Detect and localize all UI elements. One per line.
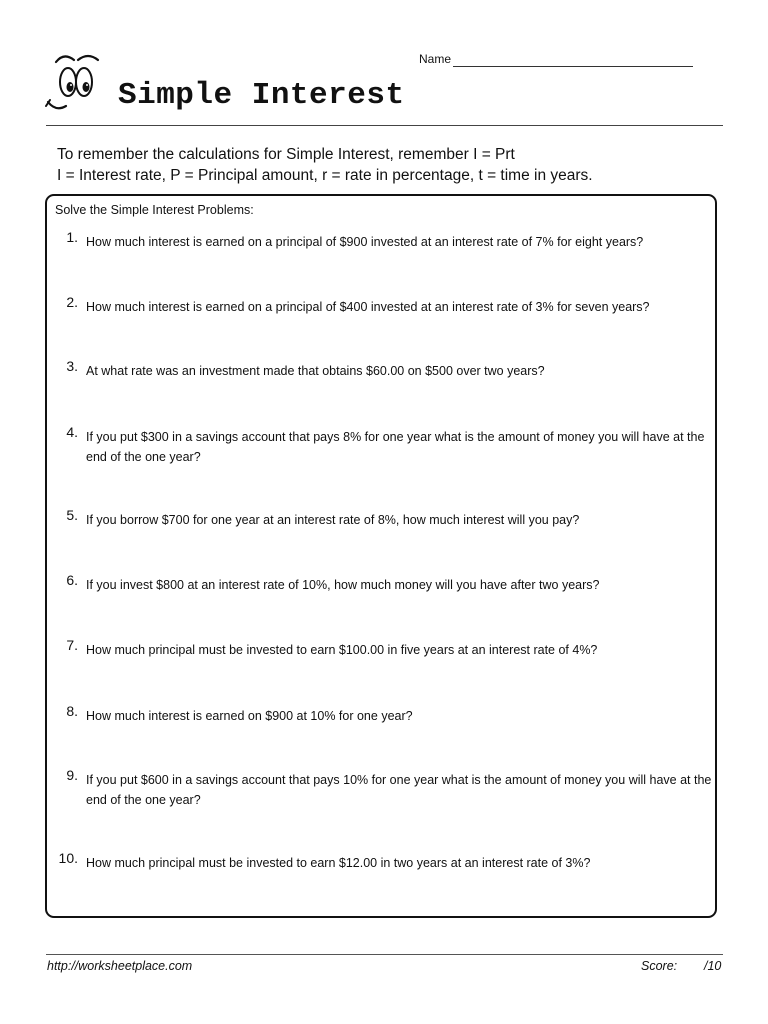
- name-line: [453, 66, 693, 67]
- problem-number: 6.: [66, 572, 78, 588]
- problem-number: 4.: [66, 424, 78, 440]
- score-label: Score:: [641, 959, 678, 973]
- footer-url: http://worksheetplace.com: [47, 959, 193, 973]
- problem-number: 10.: [58, 850, 78, 866]
- intro-line-formula: To remember the calculations for Simple Interest, remember I = Prt: [57, 146, 515, 163]
- problem-number: 7.: [66, 637, 78, 653]
- header-divider: [46, 125, 723, 126]
- problems-heading: Solve the Simple Interest Problems:: [55, 203, 254, 217]
- intro-text: [57, 144, 737, 186]
- problem-number: 1.: [66, 229, 78, 245]
- problem-text: How much interest is earned on a principal of $900 invested at an interest rate of 7% for eight years?: [86, 235, 644, 249]
- cartoon-face-logo-icon: [44, 50, 106, 114]
- problem-number: 3.: [66, 358, 78, 374]
- problem-number: 2.: [66, 294, 78, 310]
- name-label: Name: [419, 52, 452, 66]
- problem-text: If you put $300 in a savings account that pays 8% for one year what is the amount of money you will have at the end of the one year?: [86, 430, 705, 464]
- problem-text: How much principal must be invested to earn $12.00 in two years at an interest rate of 3%?: [86, 856, 591, 870]
- footer-divider: [46, 954, 723, 955]
- problem-number: 9.: [66, 767, 78, 783]
- score-total: /10: [704, 959, 722, 973]
- problem-number: 8.: [66, 703, 78, 719]
- problem-text: If you invest $800 at an interest rate of 10%, how much money will you have after two years?: [86, 578, 600, 592]
- problem-text: How much interest is earned on a principal of $400 invested at an interest rate of 3% for seven years?: [86, 300, 650, 314]
- problem-text: How much interest is earned on $900 at 10% for one year?: [86, 709, 413, 723]
- problem-text: At what rate was an investment made that obtains $60.00 on $500 over two years?: [86, 364, 545, 378]
- problem-text: If you borrow $700 for one year at an interest rate of 8%, how much interest will you pay?: [86, 513, 580, 527]
- page-title: Simple Interest: [118, 78, 405, 113]
- problem-number: 5.: [66, 507, 78, 523]
- problem-text: How much principal must be invested to earn $100.00 in five years at an interest rate of 4%?: [86, 643, 598, 657]
- intro-line-definitions: I = Interest rate, P = Principal amount, r = rate in percentage, t = time in years.: [57, 167, 593, 184]
- problem-text: If you put $600 in a savings account that pays 10% for one year what is the amount of money you will have at the end of the one year?: [86, 773, 712, 807]
